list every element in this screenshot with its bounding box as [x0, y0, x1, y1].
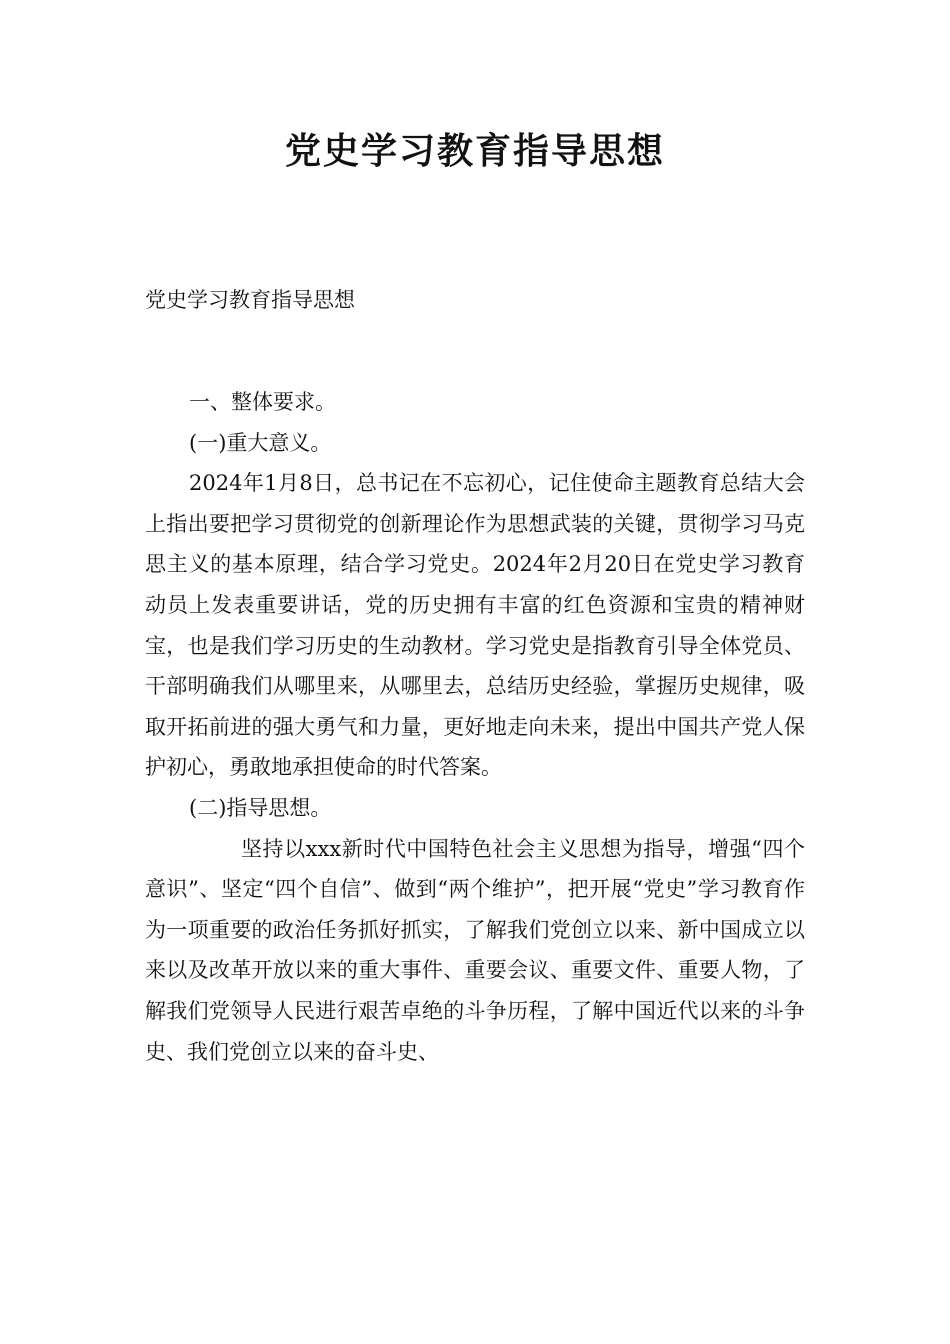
section-heading: 一、整体要求。 — [189, 390, 336, 414]
document-body — [145, 382, 805, 1072]
subsection-heading: (二)指导思想。 — [189, 795, 332, 820]
body-paragraph: 2024年1月8日，总书记在不忘初心，记住使命主题教育总结大会上指出要把学习贯彻党的创新理论作为思想武装的关键，贯彻学习马克思主义的基本原理，结合学习党史。2024年2月20日在党史学习教育动员上发表重要讲话，党的历史拥有丰富的红色资源和宝贵的精神财宝，也是我们学习历史的生动教材。学习党史是指教育引导全体党员、干部明确我们从哪里来，从哪里去，总结历史经验，掌握历史规律，吸取开拓前进的强大勇气和力量，更好地走向未来，提出中国共产党人保护初心，勇敢地承担使命的时代答案。 — [145, 471, 805, 780]
body-paragraph: 坚持以xxx新时代中国特色社会主义思想为指导，增强“四个意识”、坚定“四个自信”、做到“两个维护”，把开展“党史”学习教育作为一项重要的政治任务抓好抓实，了解我们党创立以来、新中国成立以来以及改革开放以来的重大事件、重要会议、重要文件、重要人物，了解我们党领导人民进行艰苦卓绝的斗争历程，了解中国近代以来的斗争史、我们党创立以来的奋斗史、 — [145, 836, 805, 1064]
document-subtitle: 党史学习教育指导思想 — [145, 288, 355, 312]
document-title: 党史学习教育指导思想 — [284, 131, 665, 172]
subsection-heading: (一)重大意义。 — [189, 430, 332, 455]
